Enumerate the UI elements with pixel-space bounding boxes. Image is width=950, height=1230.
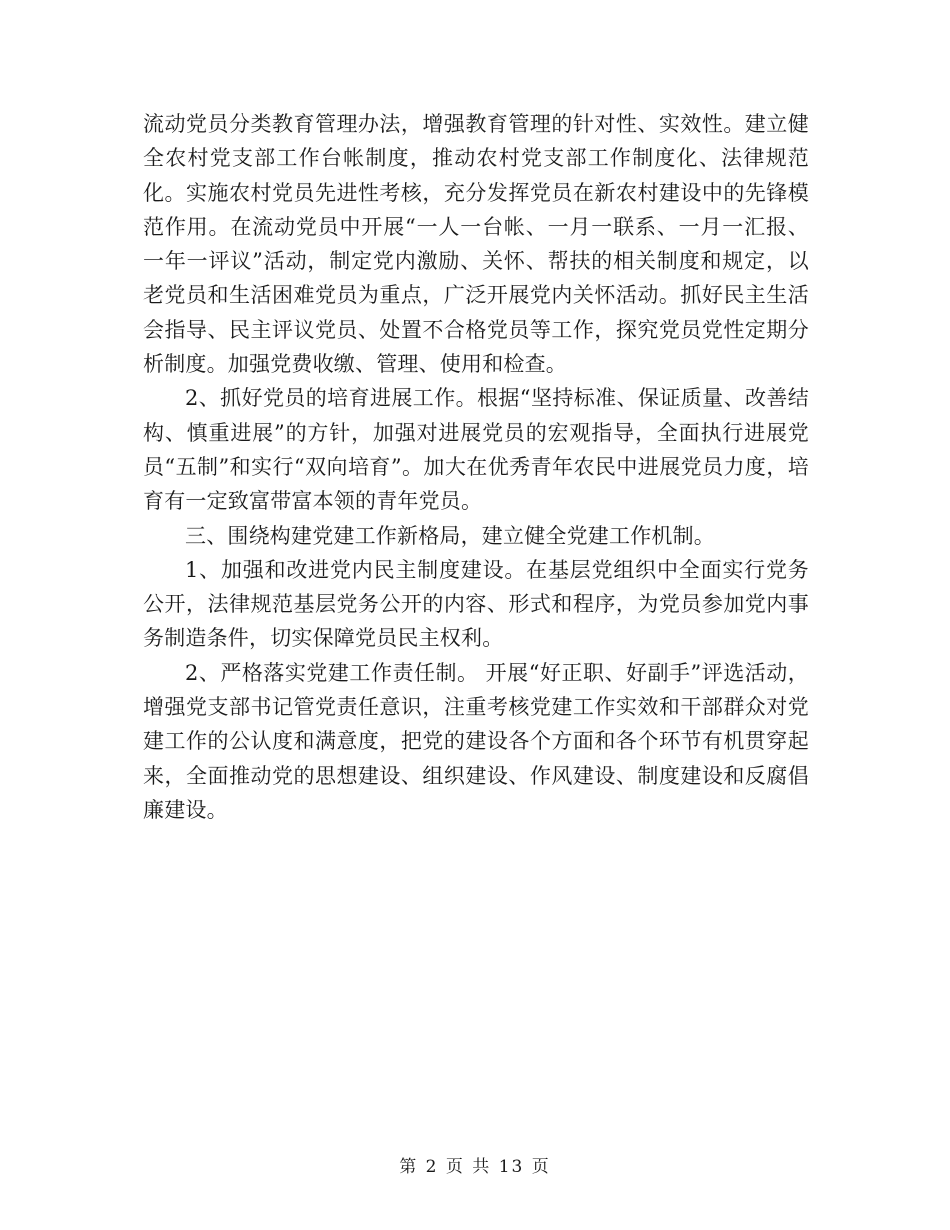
paragraph-party-member-development: 2、抓好党员的培育进展工作。根据“坚持标准、保证质量、改善结构、慎重进展”的方针，加强对进展党员的宏观指导，全面执行进展党员“五制”和实行“双向培育”。加大在优秀青年农民中进展党员力度，培育有一定致富带富本领的青年党员。: [143, 386, 809, 514]
paragraph-continuation: 流动党员分类教育管理办法，增强教育管理的针对性、实效性。建立健全农村党支部工作台帐制度，推动农村党支部工作制度化、法律规范化。实施农村党员先进性考核，充分发挥党员在新农村建设中的先锋模范作用。在流动党员中开展“一人一台帐、一月一联系、一月一汇报、一年一评议”活动，制定党内激励、关怀、帮扶的相关制度和规定，以老党员和生活困难党员为重点，广泛开展党内关怀活动。抓好民主生活会指导、民主评议党员、处置不合格党员等工作，探究党员党性定期分析制度。加强党费收缴、管理、使用和检查。: [143, 112, 809, 377]
paragraph-responsibility-system: 2、严格落实党建工作责任制。 开展“好正职、好副手”评选活动，增强党支部书记管党责任意识，注重考核党建工作实效和干部群众对党建工作的公认度和满意度，把党的建设各个方面和各个环节有机贯穿起来，全面推动党的思想建设、组织建设、作风建设、制度建设和反腐倡廉建设。: [143, 660, 809, 822]
paragraph-inner-party-democracy: 1、加强和改进党内民主制度建设。在基层党组织中全面实行党务公开，法律规范基层党务公开的内容、形式和程序，为党员参加党内事务制造条件，切实保障党员民主权利。: [143, 557, 809, 651]
document-body: [143, 107, 809, 827]
section-heading-three: 三、围绕构建党建工作新格局，建立健全党建工作机制。: [185, 523, 715, 548]
page-number-footer: 第 2 页 共 13 页: [399, 1157, 551, 1177]
